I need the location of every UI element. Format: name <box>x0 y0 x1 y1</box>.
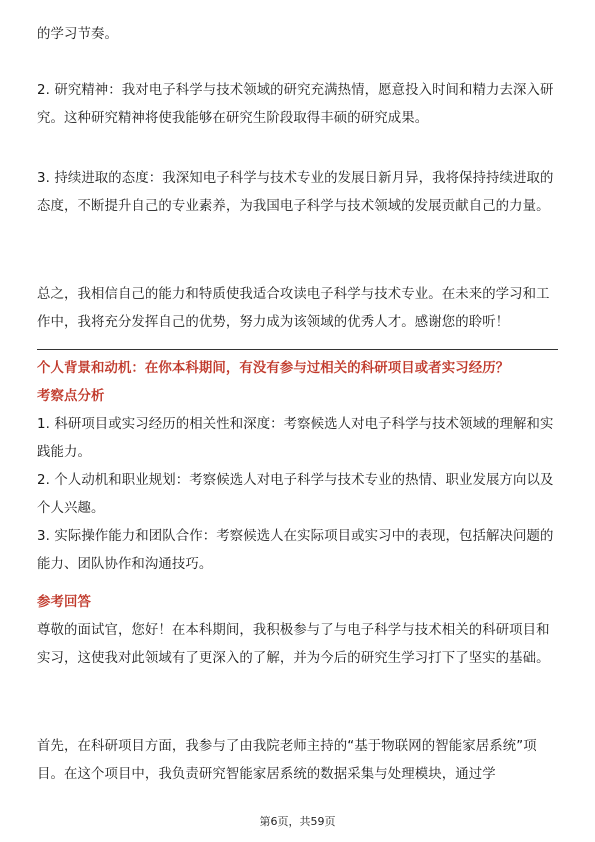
analysis-item-2: 2. 个人动机和职业规划：考察候选人对电子科学与技术专业的热情、职业发展方向以及个人兴趣。 <box>37 473 554 516</box>
point-3: 3. 持续进取的态度：我深知电子科学与技术专业的发展日新月异，我将保持持续进取的态度，不断提升自己的专业素养，为我国电子科学与技术领域的发展贡献自己的力量。 <box>37 171 554 214</box>
answer-heading: 参考回答 <box>37 595 91 610</box>
intro-tail: 的学习节奏。 <box>37 27 118 42</box>
analysis-item-3: 3. 实际操作能力和团队合作：考察候选人在实际项目或实习中的表现，包括解决问题的能力、团队协作和沟通技巧。 <box>37 529 554 572</box>
question-heading: 个人背景和动机：在你本科期间，有没有参与过相关的科研项目或者实习经历？ <box>37 361 510 376</box>
point-2: 2. 研究精神：我对电子科学与技术领域的研究充满热情，愿意投入时间和精力去深入研究。这种研究精神将使我能够在研究生阶段取得丰硕的研究成果。 <box>37 83 554 126</box>
section-divider <box>37 349 558 350</box>
page-footer: 第6页，共59页 <box>259 815 336 828</box>
answer-paragraph-2: 首先，在科研项目方面，我参与了由我院老师主持的“基于物联网的智能家居系统”项目。在这个项目中，我负责研究智能家居系统的数据采集与处理模块，通过学 <box>37 739 537 782</box>
answer-paragraph-1: 尊敬的面试官，您好！在本科期间，我积极参与了与电子科学与技术相关的科研项目和实习，这使我对此领域有了更深入的了解，并为今后的研究生学习打下了坚实的基础。 <box>37 623 550 666</box>
analysis-item-1: 1. 科研项目或实习经历的相关性和深度：考察候选人对电子科学与技术领域的理解和实践能力。 <box>37 417 554 460</box>
conclusion: 总之，我相信自己的能力和特质使我适合攻读电子科学与技术专业。在未来的学习和工作中，我将充分发挥自己的优势，努力成为该领域的优秀人才。感谢您的聆听！ <box>37 287 550 330</box>
analysis-heading: 考察点分析 <box>37 389 105 404</box>
